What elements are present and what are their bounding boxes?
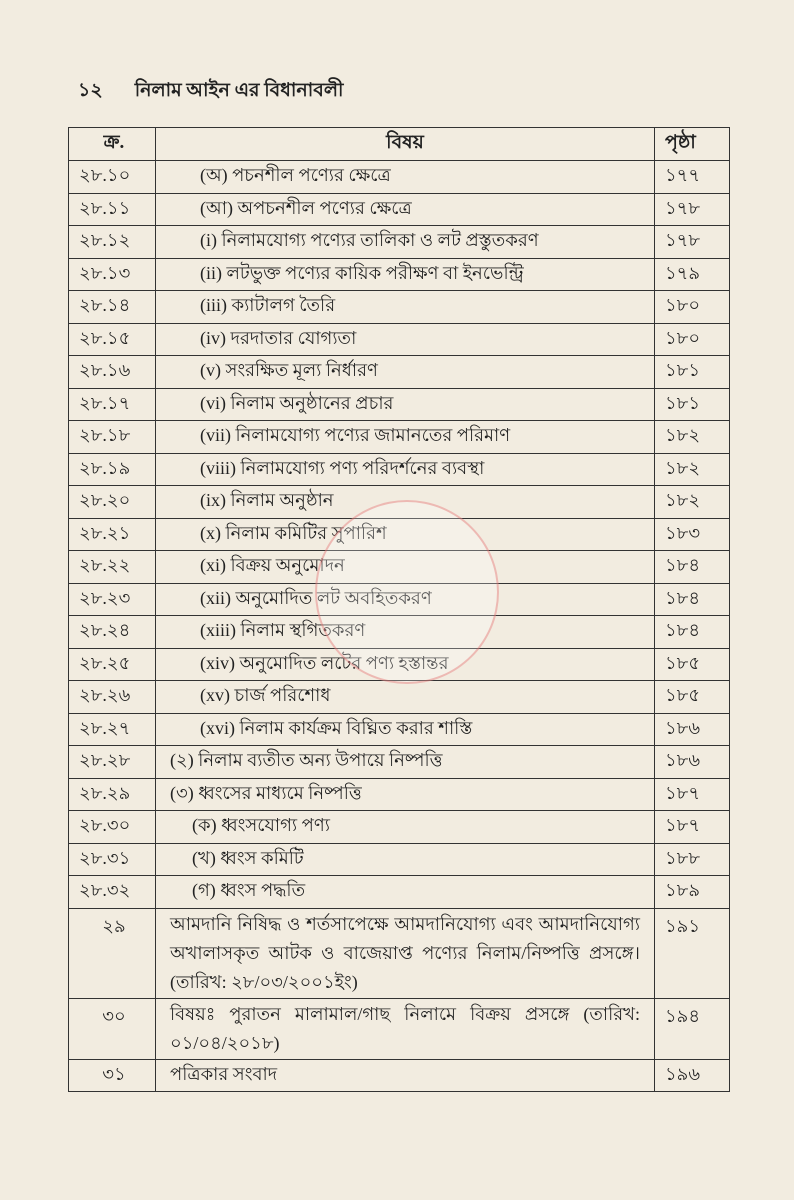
row-serial: ২৮.১৯: [69, 453, 156, 486]
row-serial: ২৮.১২: [69, 226, 156, 259]
table-header-row: [69, 128, 730, 161]
table-row: [69, 551, 730, 584]
row-subject: (খ) ধ্বংস কমিটি: [156, 843, 655, 876]
row-subject: (ii) লটভুক্ত পণ্যের কায়িক পরীক্ষণ বা ইনভেন্ট্রি: [156, 258, 655, 291]
row-page: ১৭৮: [655, 226, 730, 259]
row-serial: ২৮.২৮: [69, 746, 156, 779]
column-header-serial: ক্র.: [69, 128, 156, 161]
row-page: ১৭৮: [655, 193, 730, 226]
row-page: ১৮১: [655, 388, 730, 421]
row-subject: (xv) চার্জ পরিশোধ: [156, 681, 655, 714]
row-page: ১৯৬: [655, 1059, 730, 1092]
row-serial: ২৮.২০: [69, 486, 156, 519]
row-subject: (গ) ধ্বংস পদ্ধতি: [156, 876, 655, 909]
row-subject: (vii) নিলামযোগ্য পণ্যের জামানতের পরিমাণ: [156, 421, 655, 454]
row-subject: (অ) পচনশীল পণ্যের ক্ষেত্রে: [156, 161, 655, 194]
table-row: [69, 811, 730, 844]
page-header: [78, 76, 343, 108]
row-serial: ৩০: [69, 998, 156, 1059]
table-row: [69, 583, 730, 616]
table-row: [69, 388, 730, 421]
row-page: ১৮৫: [655, 681, 730, 714]
table-row: [69, 258, 730, 291]
table-row: [69, 998, 730, 1059]
row-subject: (আ) অপচনশীল পণ্যের ক্ষেত্রে: [156, 193, 655, 226]
row-subject: (iii) ক্যাটালগ তৈরি: [156, 291, 655, 324]
row-page: ১৮৭: [655, 811, 730, 844]
row-serial: ২৮.২৫: [69, 648, 156, 681]
table-row: [69, 453, 730, 486]
row-subject: (v) সংরক্ষিত মূল্য নির্ধারণ: [156, 356, 655, 389]
table-row: [69, 226, 730, 259]
row-serial: ২৮.২৭: [69, 713, 156, 746]
row-serial: ২৮.১৮: [69, 421, 156, 454]
row-page: ১৮৫: [655, 648, 730, 681]
table-row: [69, 193, 730, 226]
column-header-page: পৃষ্ঠা: [655, 128, 730, 161]
row-page: ১৮৯: [655, 876, 730, 909]
row-serial: ৩১: [69, 1059, 156, 1092]
table-row: [69, 778, 730, 811]
row-serial: ২৮.২৪: [69, 616, 156, 649]
row-subject: (xvi) নিলাম কার্যক্রম বিঘ্নিত করার শাস্তি: [156, 713, 655, 746]
row-page: ১৮০: [655, 323, 730, 356]
row-page: ১৮৮: [655, 843, 730, 876]
row-serial: ২৮.৩০: [69, 811, 156, 844]
table-row: [69, 616, 730, 649]
page-number: ১২: [78, 80, 103, 101]
row-serial: ২৮.১৫: [69, 323, 156, 356]
row-subject: (viii) নিলামযোগ্য পণ্য পরিদর্শনের ব্যবস্থা: [156, 453, 655, 486]
table-row: [69, 876, 730, 909]
table-row: [69, 356, 730, 389]
row-serial: ২৮.২১: [69, 518, 156, 551]
row-page: ১৮৪: [655, 583, 730, 616]
row-subject: বিষয়ঃ পুরাতন মালামাল/গাছ নিলামে বিক্রয় প্রসঙ্গে (তারিখ: ০১/০৪/২০১৮): [156, 998, 655, 1059]
running-title: নিলাম আইন এর বিধানাবলী: [134, 80, 344, 101]
row-serial: ২৮.১৬: [69, 356, 156, 389]
row-serial: ২৮.১৪: [69, 291, 156, 324]
row-serial: ২৮.১৭: [69, 388, 156, 421]
table-row: [69, 486, 730, 519]
row-subject: (xiii) নিলাম স্থগিতকরণ: [156, 616, 655, 649]
table-row: [69, 161, 730, 194]
row-page: ১৮৪: [655, 616, 730, 649]
table-row: [69, 908, 730, 998]
row-subject: (ix) নিলাম অনুষ্ঠান: [156, 486, 655, 519]
row-serial: ২৮.১০: [69, 161, 156, 194]
row-subject: আমদানি নিষিদ্ধ ও শর্তসাপেক্ষে আমদানিযোগ্য এবং আমদানিযোগ্য অখালাসকৃত আটক ও বাজেয়াপ্ত পণ্যের নিলাম/নিষ্পত্তি প্রসঙ্গে। (তারিখ: ২৮/০৩/২০০১ইং): [156, 908, 655, 998]
row-page: ১৮০: [655, 291, 730, 324]
row-subject: (x) নিলাম কমিটির সুপারিশ: [156, 518, 655, 551]
row-page: ১৮২: [655, 421, 730, 454]
row-serial: ২৮.১১: [69, 193, 156, 226]
row-subject: (৩) ধ্বংসের মাধ্যমে নিষ্পত্তি: [156, 778, 655, 811]
row-page: ১৯১: [655, 908, 730, 998]
table-row: [69, 421, 730, 454]
row-subject: (i) নিলামযোগ্য পণ্যের তালিকা ও লট প্রস্তুতকরণ: [156, 226, 655, 259]
row-serial: ২৮.৩১: [69, 843, 156, 876]
row-page: ১৭৭: [655, 161, 730, 194]
table-row: [69, 323, 730, 356]
table-row: [69, 648, 730, 681]
row-page: ১৮৬: [655, 713, 730, 746]
row-serial: ২৯: [69, 908, 156, 998]
column-header-subject: বিষয়: [156, 128, 655, 161]
row-subject: (xi) বিক্রয় অনুমোদন: [156, 551, 655, 584]
row-subject: (ক) ধ্বংসযোগ্য পণ্য: [156, 811, 655, 844]
row-serial: ২৮.২৬: [69, 681, 156, 714]
row-page: ১৮৪: [655, 551, 730, 584]
table-row: [69, 843, 730, 876]
row-subject: (xiv) অনুমোদিত লটের পণ্য হস্তান্তর: [156, 648, 655, 681]
table-row: [69, 713, 730, 746]
row-subject: (vi) নিলাম অনুষ্ঠানের প্রচার: [156, 388, 655, 421]
table-row: [69, 681, 730, 714]
table-row: [69, 291, 730, 324]
row-serial: ২৮.২৩: [69, 583, 156, 616]
row-subject: (xii) অনুমোদিত লট অবহিতকরণ: [156, 583, 655, 616]
row-page: ১৭৯: [655, 258, 730, 291]
table-row: [69, 518, 730, 551]
row-serial: ২৮.৩২: [69, 876, 156, 909]
row-page: ১৮৭: [655, 778, 730, 811]
row-page: ১৮৬: [655, 746, 730, 779]
row-subject: পত্রিকার সংবাদ: [156, 1059, 655, 1092]
row-page: ১৮১: [655, 356, 730, 389]
row-serial: ২৮.২২: [69, 551, 156, 584]
row-serial: ২৮.১৩: [69, 258, 156, 291]
table-row: [69, 1059, 730, 1092]
row-page: ১৮২: [655, 453, 730, 486]
contents-table: [68, 127, 730, 1092]
row-page: ১৮২: [655, 486, 730, 519]
row-page: ১৯৪: [655, 998, 730, 1059]
table-row: [69, 746, 730, 779]
row-page: ১৮৩: [655, 518, 730, 551]
row-subject: (২) নিলাম ব্যতীত অন্য উপায়ে নিষ্পত্তি: [156, 746, 655, 779]
row-serial: ২৮.২৯: [69, 778, 156, 811]
row-subject: (iv) দরদাতার যোগ্যতা: [156, 323, 655, 356]
